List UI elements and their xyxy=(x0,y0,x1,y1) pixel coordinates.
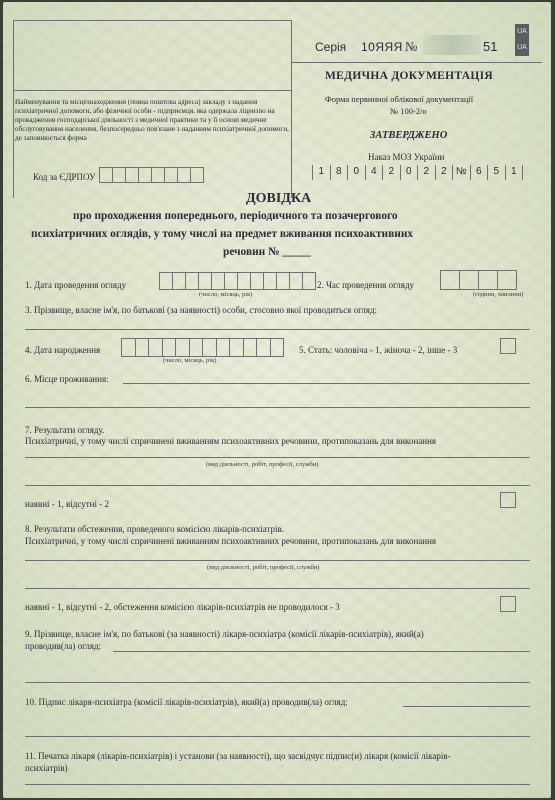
field-11-line2: психіатрів) xyxy=(25,763,68,773)
field-8-text: Психіатричні, у тому числі спричинені вживанням психоактивних речовини, протипоказань для виконання xyxy=(25,536,437,546)
field-11-line[interactable] xyxy=(25,784,530,785)
order-digit-cell: 0 xyxy=(400,165,418,180)
serial-number-redacted xyxy=(423,35,481,55)
order-digit-cell: 6 xyxy=(470,165,488,180)
inspection-time-cells[interactable] xyxy=(440,270,517,288)
field-8-line[interactable] xyxy=(25,560,530,561)
edrpou-label: Код за ЄДРПОУ xyxy=(33,172,96,182)
field-9-line[interactable] xyxy=(113,651,530,652)
field-8-caption: (вид діяльності, робіт, професії, служби) xyxy=(207,564,320,571)
order-digit-cell: 2 xyxy=(435,165,453,180)
field-7-text: Психіатричні, у тому числі спричинені вживанням психоактивних речовини, протипоказань для виконання xyxy=(25,436,437,446)
title-line3: психіатричних оглядів, у тому числі на предмет вживання психоактивних xyxy=(31,228,414,240)
field-4-caption: (число, місяць, рік) xyxy=(163,357,217,364)
field-11-line1: 11. Печатка лікаря (лікарів-психіатрів) і установи (за наявності), що засвідчує підпис(и) лікаря (комісії лікарів- xyxy=(25,751,451,761)
order-digit-cell: 4 xyxy=(365,165,383,180)
form-sheet xyxy=(3,2,551,798)
field-4-label: 4. Дата народження xyxy=(25,345,101,355)
serial-series: 10ЯЯЯ xyxy=(361,40,403,54)
serial-number-sign: № xyxy=(405,39,418,54)
institution-note: Найменування та місцезнаходження (повна поштова адреса) закладу з надання психіатричної допомоги, або фізичної особи - підприємця, яка одержала ліцензію на провадження господарської діяльності з медичної практики та у її основі медичне обслуговування населення, безпосередньо пов'язане з наданням психіатричної допомоги, де заповнюється форма xyxy=(15,98,289,142)
field-7-label: 7. Результати огляду. xyxy=(25,425,105,435)
field-3-label: 3. Прізвище, власне ім'я, по батькові (за наявності) особи, стосовно якої проводиться огляд: xyxy=(25,305,378,315)
inspection-date-cells[interactable] xyxy=(159,272,316,288)
order-digit-cell: № xyxy=(452,165,470,180)
field-1-caption: (число, місяць, рік) xyxy=(199,291,253,298)
field-5-label: 5. Стать: чоловіча - 1, жіноча - 2, інше - 3 xyxy=(299,345,458,355)
order-digit-cell: 5 xyxy=(487,165,505,180)
title-line4: речовин № _____ xyxy=(223,246,311,258)
field-3-line[interactable] xyxy=(25,329,530,330)
serial-number-tail: 51 xyxy=(483,39,498,54)
badge-top: UA xyxy=(517,28,527,35)
institution-line xyxy=(13,90,291,91)
field-7-options: наявні - 1, відсутні - 2 xyxy=(25,499,109,509)
field-7-line-2[interactable] xyxy=(25,485,530,486)
field-7-caption: (вид діяльності, робіт, професії, служби) xyxy=(206,461,319,468)
order-digit-cell: 8 xyxy=(330,165,348,180)
gender-checkbox[interactable] xyxy=(500,338,516,354)
field-6-line-2[interactable] xyxy=(25,407,530,408)
order-label: Наказ МОЗ України xyxy=(368,152,445,162)
title-line2: про проходження попереднього, періодичного та позачергового xyxy=(73,210,398,222)
order-digit-cell: 1 xyxy=(312,165,330,180)
order-digit-cell: 0 xyxy=(347,165,365,180)
field-2-caption: (години, хвилини) xyxy=(473,291,524,298)
field-7-line[interactable] xyxy=(25,457,530,458)
field-10-line[interactable] xyxy=(403,706,530,707)
serial-underline xyxy=(292,62,542,63)
field-9-line1: 9. Прізвище, власне ім'я, по батькові (за наявності) лікаря-психіатра (комісії лікарів-психіатрів), який(а) xyxy=(25,629,424,639)
field-6-label: 6. Місце проживання: xyxy=(25,374,109,384)
order-digit-cell: 2 xyxy=(417,165,435,180)
result-8-checkbox[interactable] xyxy=(500,596,516,612)
badge-bottom: UA xyxy=(517,44,527,51)
order-number-cells xyxy=(312,165,523,180)
field-9-line-2[interactable] xyxy=(25,682,530,683)
medical-documentation-heading: МЕДИЧНА ДОКУМЕНТАЦІЯ xyxy=(325,70,493,82)
edrpou-cells[interactable] xyxy=(99,167,204,181)
field-6-line[interactable] xyxy=(123,383,530,384)
document-title: ДОВІДКА xyxy=(246,191,312,206)
header-divider xyxy=(291,20,292,198)
hologram-badge xyxy=(515,24,529,56)
field-1-label: 1. Дата проведення огляду xyxy=(25,280,127,290)
institution-top-line xyxy=(13,20,291,21)
field-10-label: 10. Підпис лікаря-психіатра (комісії лікарів-психіатрів), який(а) проводив(ла) огляд: xyxy=(25,697,348,707)
institution-left-line xyxy=(13,20,14,198)
birth-date-cells[interactable] xyxy=(121,338,284,355)
field-2-label: 2. Час проведення огляду xyxy=(317,280,415,290)
form-line2: № 100-2/о xyxy=(390,106,427,116)
field-8-label: 8. Результати обстеження, проведеного комісією лікарів-психіатрів. xyxy=(25,524,285,534)
serial-label: Серія xyxy=(315,40,347,54)
result-7-checkbox[interactable] xyxy=(500,492,516,508)
order-digit-cell: 1 xyxy=(505,165,524,180)
approved-heading: ЗАТВЕРДЖЕНО xyxy=(370,130,448,141)
field-8-line-2[interactable] xyxy=(25,588,530,589)
field-10-line-2[interactable] xyxy=(25,736,530,737)
order-digit-cell: 2 xyxy=(382,165,400,180)
form-line1: Форма первинної облікової документації xyxy=(325,94,474,104)
field-9-line2: проводив(ла) огляд: xyxy=(25,641,102,651)
field-8-options: наявні - 1, відсутні - 2, обстеження комісією лікарів-психіатрів не проводилося - 3 xyxy=(25,602,340,612)
